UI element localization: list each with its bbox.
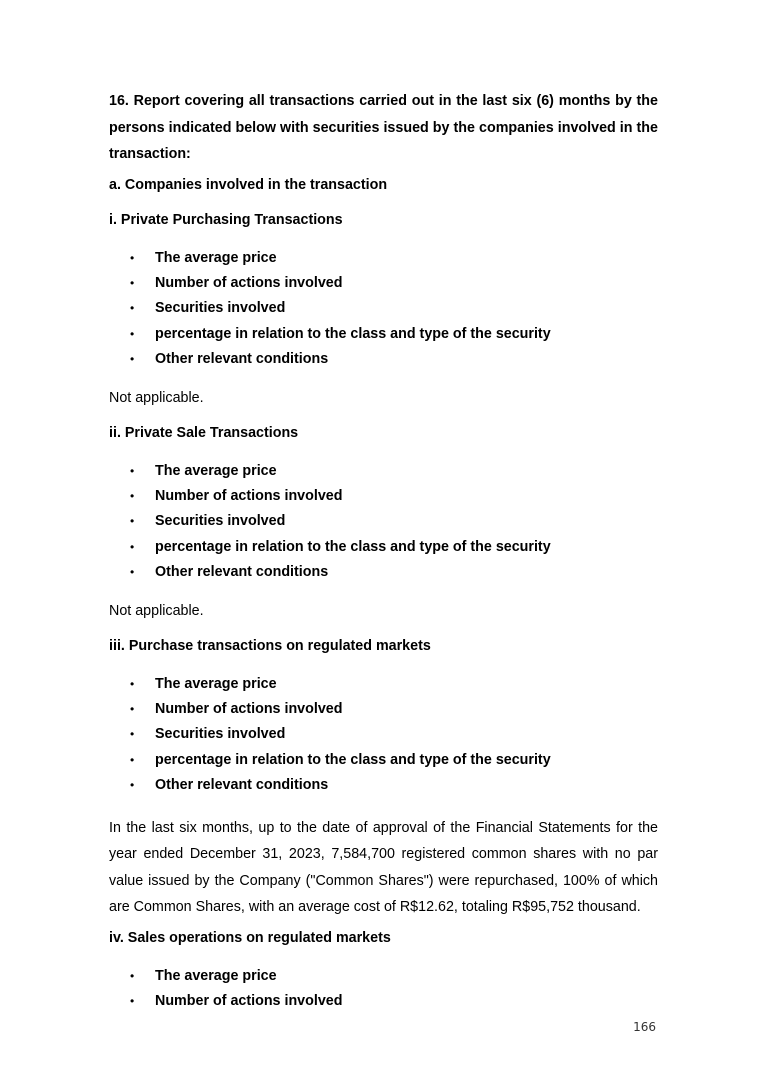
list-item: • percentage in relation to the class and type of the security: [109, 322, 658, 347]
bullet-icon: •: [130, 463, 135, 478]
list-item: • Number of actions involved: [109, 989, 658, 1014]
bullet-icon: •: [130, 727, 135, 742]
list-item: • Number of actions involved: [109, 484, 658, 509]
list-item: • Other relevant conditions: [109, 773, 658, 798]
list-item: • The average price: [109, 459, 658, 484]
list-item: • The average price: [109, 246, 658, 271]
bullet-icon: •: [130, 676, 135, 691]
bullet-icon: •: [130, 752, 135, 767]
section-a-heading: a. Companies involved in the transaction: [109, 176, 388, 193]
bullet-icon: •: [130, 701, 135, 716]
bullet-icon: •: [130, 539, 135, 554]
page-number: 166: [633, 1020, 656, 1034]
list-item: • Securities involved: [109, 296, 658, 321]
section-iii-bullet-list: [109, 672, 658, 799]
document-page: [109, 88, 658, 1030]
bullet-icon: •: [130, 250, 135, 265]
bullet-icon: •: [130, 488, 135, 503]
list-item: • Number of actions involved: [109, 697, 658, 722]
section-iv-heading: iv. Sales operations on regulated markets: [109, 929, 391, 946]
bullet-icon: •: [130, 778, 135, 793]
bullet-icon: •: [130, 994, 135, 1008]
list-item: • Securities involved: [109, 722, 658, 747]
bullet-icon: •: [130, 565, 135, 580]
list-item: • percentage in relation to the class and type of the security: [109, 535, 658, 560]
list-item: • Number of actions involved: [109, 271, 658, 296]
list-item: • The average price: [109, 672, 658, 697]
section-i-bullet-list: [109, 246, 658, 373]
bullet-icon: •: [130, 968, 135, 983]
bullet-icon: •: [130, 352, 135, 367]
bullet-icon: •: [130, 301, 135, 316]
bullet-icon: •: [130, 275, 135, 290]
list-item: • The average price: [109, 964, 658, 989]
section-iii-note: In the last six months, up to the date of approval of the Financial Statements for the year ended December 31, 2023, 7,584,700 registered common shares with no par value issued by the Company ("Common Shares") were repurchased, 100% of which are Common Shares, with an average cost of R$12.62, totaling R$95,752 thousand.: [109, 819, 658, 916]
bullet-icon: •: [130, 326, 135, 341]
list-item: • Other relevant conditions: [109, 560, 658, 585]
section-iii-heading: iii. Purchase transactions on regulated markets: [109, 637, 431, 654]
section-ii-note: Not applicable.: [109, 602, 204, 619]
bullet-icon: •: [130, 514, 135, 529]
list-item: • percentage in relation to the class and type of the security: [109, 748, 658, 773]
section-ii-heading: ii. Private Sale Transactions: [109, 424, 299, 441]
section-ii-bullet-list: [109, 459, 658, 586]
section-iv-bullet-list: [109, 964, 658, 1015]
report-title: 16. Report covering all transactions carried out in the last six (6) months by the persons indicated below with securities issued by the companies involved in the transaction:: [109, 93, 658, 162]
list-item: • Securities involved: [109, 509, 658, 534]
section-i-note: Not applicable.: [109, 389, 204, 406]
list-item: • Other relevant conditions: [109, 347, 658, 372]
section-i-heading: i. Private Purchasing Transactions: [109, 211, 343, 228]
